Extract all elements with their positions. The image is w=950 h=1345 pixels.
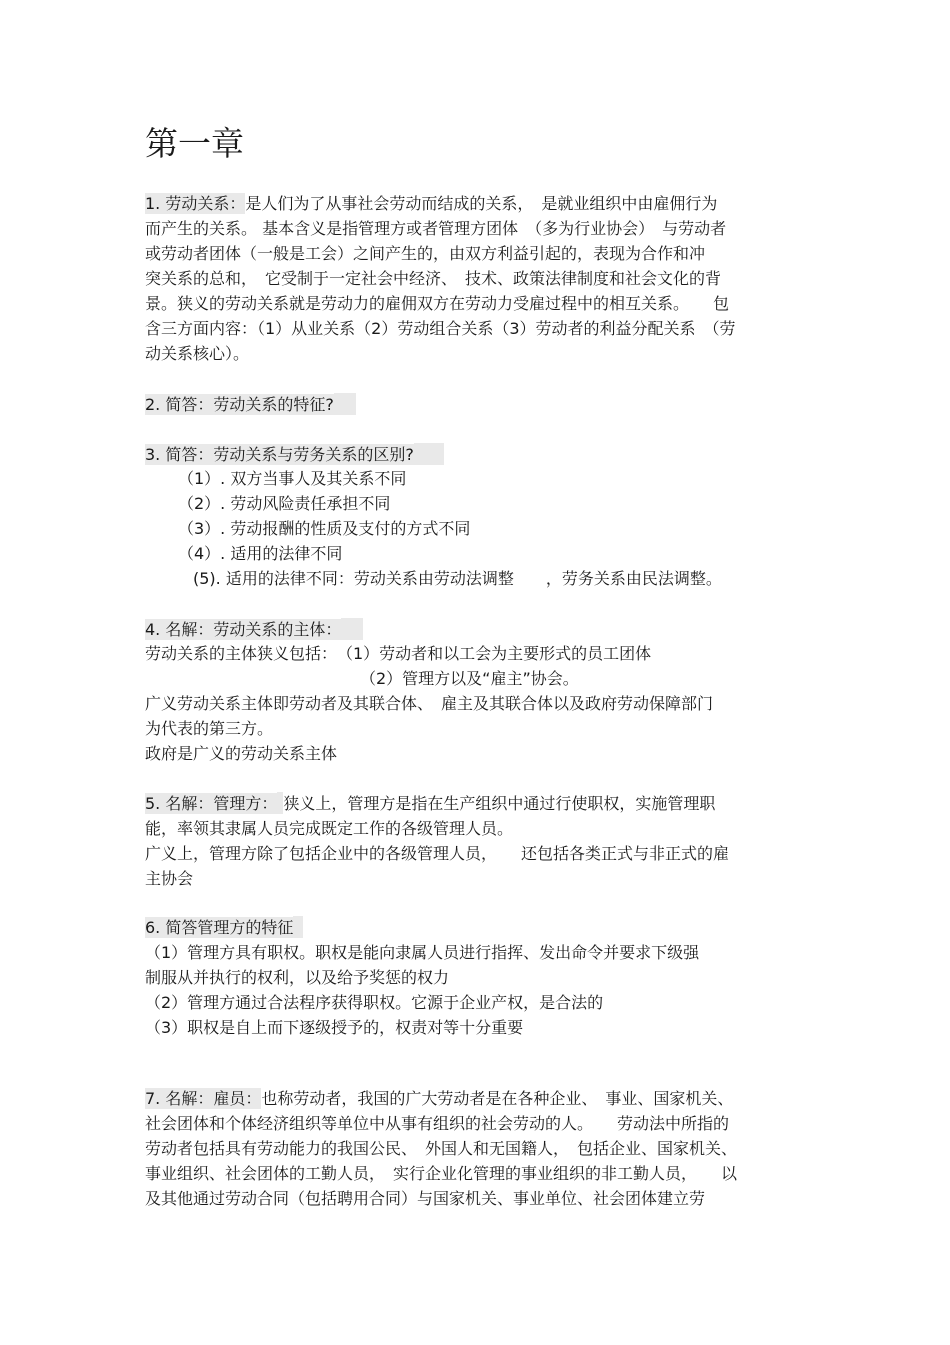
s3-list-item: (5). 适用的法律不同：劳动关系由劳动法调整 ，劳务关系由民法调整。: [193, 569, 722, 588]
s3-heading-line: [145, 443, 444, 467]
s1-line-5: 景。狭义的劳动关系就是劳动力的雇佣双方在劳动力受雇过程中的相互关系。 包: [145, 294, 730, 313]
s2-heading-line: [145, 393, 356, 417]
s5-line-1: 5. 名解：管理方： 狭义上，管理方是指在生产组织中通过行使职权，实施管理职: [145, 794, 716, 813]
s4-line-2: （2）管理方以及“雇主”协会。: [360, 669, 579, 688]
s6-heading-line: [145, 916, 303, 940]
s3-list-item: （3）. 劳动报酬的性质及支付的方式不同: [178, 519, 471, 538]
s1-heading: 1. 劳动关系：: [145, 194, 246, 213]
s3-list-item: （4）. 适用的法律不同: [178, 544, 343, 563]
s4-line-3: 广义劳动关系主体即劳动者及其联合体、 雇主及其联合体以及政府劳动保障部门: [145, 694, 714, 713]
s2-heading: 2. 简答：劳动关系的特征?: [145, 395, 334, 414]
s3-list-item: （1）. 双方当事人及其关系不同: [178, 469, 407, 488]
chapter-title: 第一章: [145, 124, 244, 163]
s7-line-2: 社会团体和个体经济组织等单位中从事有组织的社会劳动的人。 劳动法中所指的: [145, 1114, 730, 1133]
s3-list-item: （2）. 劳动风险责任承担不同: [178, 494, 391, 513]
s5-line-3: 广义上，管理方除了包括企业中的各级管理人员， 还包括各类正式与非正式的雇: [145, 844, 730, 863]
s4-line-4: 为代表的第三方。: [145, 719, 274, 738]
s6-line-4: （3）职权是自上而下逐级授予的，权责对等十分重要: [145, 1018, 524, 1037]
s2-heading-pad: [334, 393, 356, 415]
s4-heading: 4. 名解：劳动关系的主体：: [145, 620, 342, 639]
s6-line-3: （2）管理方通过合法程序获得职权。它源于企业产权，是合法的: [145, 993, 604, 1012]
s7-heading: 7. 名解：雇员：: [145, 1089, 262, 1108]
s3-heading: 3. 简答：劳动关系与劳务关系的区别?: [145, 445, 414, 464]
s1-line-1: 1. 劳动关系：是人们为了从事社会劳动而结成的关系， 是就业组织中由雇佣行为: [145, 194, 718, 213]
s1-line-2: 而产生的关系。 基本含义是指管理方或者管理方团体 （多为行业协会） 与劳动者: [145, 219, 727, 238]
s7-line-4: 事业组织、社会团体的工勤人员， 实行企业化管理的事业组织的非工勤人员， 以: [145, 1164, 738, 1183]
s6-heading: 6. 简答管理方的特征: [145, 918, 294, 937]
s5-line-4: 主协会: [145, 869, 194, 888]
s4-heading-line: [145, 618, 363, 642]
s7-line-1: 7. 名解：雇员：也称劳动者，我国的广大劳动者是在各种企业、 事业、国家机关、: [145, 1089, 734, 1108]
s6-heading-pad: [293, 916, 303, 938]
s7-line-5: 及其他通过劳动合同（包括聘用合同）与国家机关、事业单位、社会团体建立劳: [145, 1189, 706, 1208]
s1-line-7: 动关系核心）。: [145, 344, 250, 363]
s1-line-6: 含三方面内容：（1）从业关系（2）劳动组合关系（3）劳动者的利益分配关系 （劳: [145, 319, 736, 338]
s7-line-3: 劳动者包括具有劳动能力的我国公民、 外国人和无国籍人， 包括企业、国家机关、: [145, 1139, 738, 1158]
s4-heading-pad: [341, 618, 363, 640]
s6-line-1: （1）管理方具有职权。职权是能向隶属人员进行指挥、发出命令并要求下级强: [145, 943, 700, 962]
s5-line-2: 能，率领其隶属人员完成既定工作的各级管理人员。: [145, 819, 514, 838]
s1-line-3: 或劳动者团体（一般是工会）之间产生的，由双方利益引起的，表现为合作和冲: [145, 244, 706, 263]
s3-heading-pad: [414, 443, 444, 465]
s4-line-1: 劳动关系的主体狭义包括： （1）劳动者和以工会为主要形式的员工团体: [145, 644, 652, 663]
s4-line-5: 政府是广义的劳动关系主体: [145, 744, 338, 763]
s6-line-2: 制服从并执行的权利，以及给予奖惩的权力: [145, 968, 450, 987]
s1-line-4: 突关系的总和， 它受制于一定社会中经济、 技术、政策法律制度和社会文化的背: [145, 269, 722, 288]
s5-heading: 5. 名解：管理方：: [145, 794, 278, 813]
